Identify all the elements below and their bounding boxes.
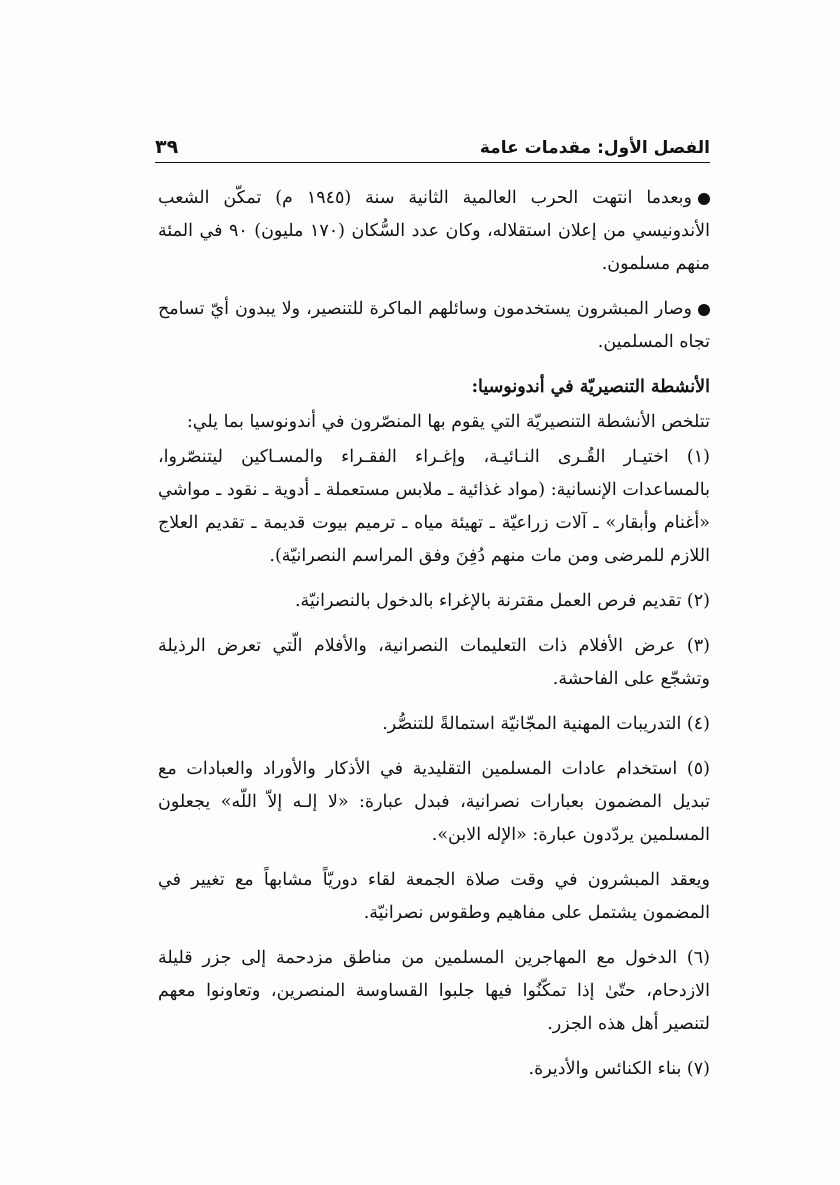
list-item-7: (٧) بناء الكنائس والأديرة. [528,1059,710,1079]
chapter-title: الفصل الأول: مقدمات عامة [479,138,710,158]
paragraph-2-text: وصار المبشرون يستخدمون وسائلهم الماكرة للتنصير، ولا يبدون أيّ تسامح تجاه المسلمين. [158,299,710,352]
list-item-5: (٥) استخدام عادات المسلمين التقليدية في الأذكار والأوراد والعبادات مع تبديل المضمون بعبارات نصرانية، فبدل عبارة: «لا إلـه إلاّ اللّه» يجعلون المسلمين يردّدون عبارة: «الإله الابن». [158,759,710,845]
header-rule [155,162,710,163]
section-intro: تتلخص الأنشطة التنصيريّة التي يقوم بها المنصّرون في أندونوسيا بما يلي: [186,412,710,432]
list-item-3: (٣) عرض الأفلام ذات التعليمات النصرانية، والأفلام الّتي تعرض الرذيلة وتشجّع على الفاحشة. [158,636,710,689]
bullet-icon [698,304,710,316]
page-header [155,128,710,158]
list-item-4: (٤) التدريبات المهنية المجّانيّة استمالةً للتنصُّر. [382,714,710,734]
paragraph-3: ويعقد المبشرون في وقت صلاة الجمعة لقاء دوريّاً مشابهاً مع تغيير في المضمون يشتمل على مفاهيم وطقوس نصرانيّة. [158,870,710,923]
paragraph-1-text: وبعدما انتهت الحرب العالمية الثانية سنة (١٩٤٥ م) تمكّن الشعب الأندونيسي من إعلان استقلاله، وكان عدد السُّكان (١٧٠ مليون) ٩٠ في المئة منهم مسلمون. [158,188,710,274]
page-number: ٣٩ [155,136,179,158]
section-heading: الأنشطة التنصيريّة في أندونوسيا: [471,377,710,397]
list-item-6: (٦) الدخول مع المهاجرين المسلمين من مناطق مزدحمة إلى جزر قليلة الازدحام، حتّىٰ إذا تمكّنُوا فيها جلبوا القساوسة المنصرين، وتعاونوا معهم لتنصير أهل هذه الجزر. [158,948,710,1034]
bullet-icon [698,193,710,205]
paragraph-2 [158,293,710,359]
list-item-1: (١) اختيـار القُـرى النـائيـة، وإغـراء الفقـراء والمسـاكين ليتنصّروا، بالمساعدات الإنسانية: (مواد غذائية ـ ملابس مستعملة ـ أدوية ـ نقود ـ مواشي «أغنام وأبقار» ـ آلات زراعيّة ـ تهيئة مياه ـ ترميم بيوت قديمة ـ تقديم العلاج اللازم للمرضى ومن مات منهم دُفِنَ وفق المراسم النصرانيّة). [158,447,710,566]
list-item-2: (٢) تقديم فرص العمل مقترنة بالإغراء بالدخول بالنصرانيّة. [294,591,710,611]
page-body [158,182,710,1098]
paragraph-1 [158,182,710,281]
